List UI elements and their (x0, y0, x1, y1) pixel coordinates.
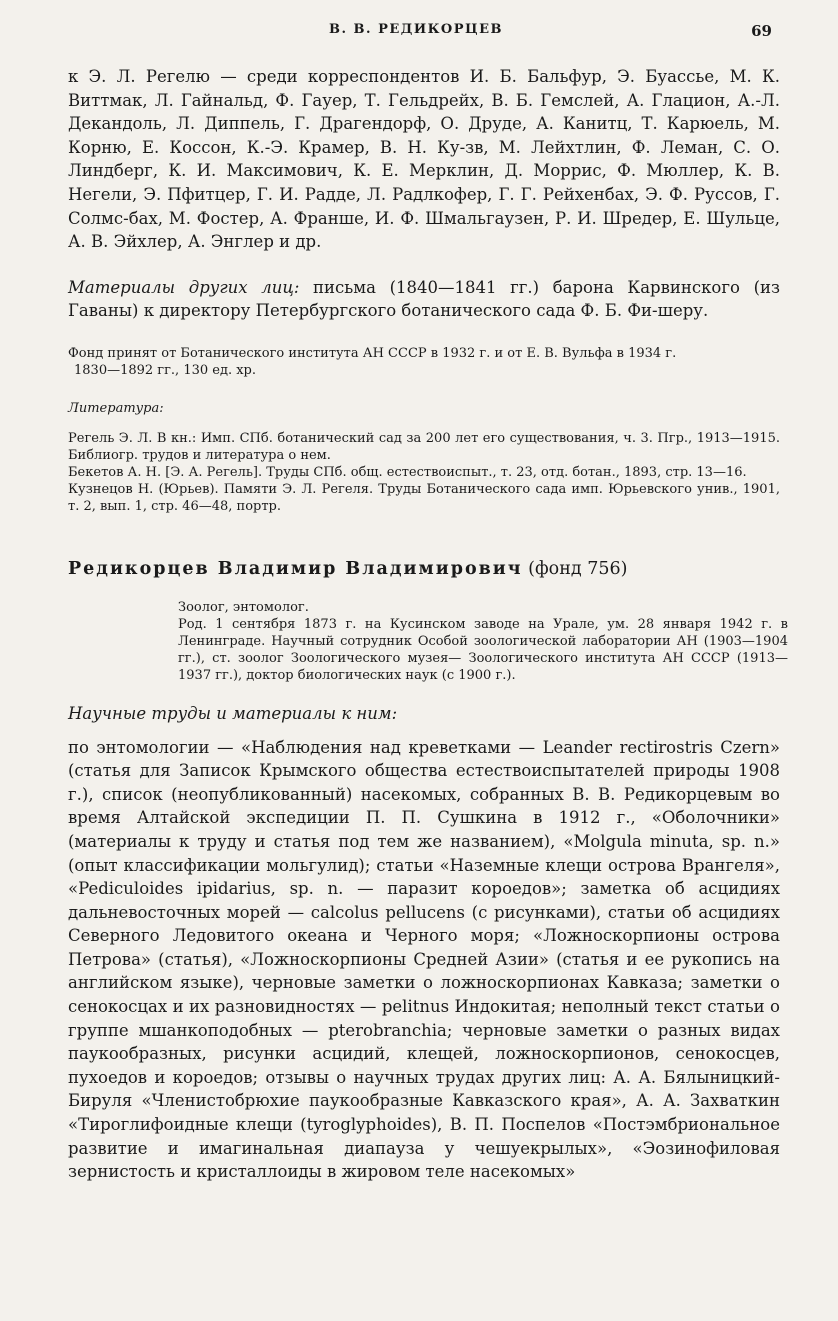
literature-item: Бекетов А. Н. [Э. А. Регель]. Труды СПб. общ. естествоиспыт., т. 23, отд. ботан., 1893, стр. 13—16. (68, 464, 747, 480)
works-paragraph: по энтомологии — «Наблюдения над креветками — Leander rectirostris Czern» (статья для Записок Крымского общества естествоиспытателей природы 1908 г.), список (неопубликованный) насекомых, собранных В. В. Редикорцевым во время Алтайской экспедиции П. П. Сушкина в 1912 г., «Оболочники» (материалы к труду и статья под тем же названием), «Molgula minuta, sp. n.» (опыт классификации мольгулид); статьи «Наземные клещи острова Врангеля», «Pediculoides ipidarius, sp. n. — паразит короедов»; заметка об асцидиях дальневосточных морей — calcolus pellucens (с рисунками), статьи об асцидиях Северного Ледовитого океана и Черного моря; «Ложноскорпионы острова Петрова» (статья), «Ложноскорпионы Средней Азии» (статья и ее рукопись на английском языке), черновые заметки о ложноскорпионах Кавказа; заметки о сенокосцах и их разновидностях — pelitnus Индокитая; неполный текст статьи о группе мшанкоподобных — pterobranchia; черновые заметки о разных видах паукообразных, рисунки асцидий, клещей, ложноскорпионов, сенокосцев, пухоедов и короедов; отзывы о научных трудах других лиц: А. А. Бялыницкий-Бируля «Членистобрюхие паукообразные Кавказского края», А. А. Захваткин «Тироглифоидные клещи (tyroglyphoides), В. П. Поспелов «Постэмбриональное развитие и имагинальная диапауза у чешуекрылых», «Эозинофиловая зернистость и кристаллоиды в жировом теле насекомых» (68, 737, 780, 1182)
page-number: 69 (751, 22, 772, 40)
person-name: Редикорцев Владимир Владимирович (68, 558, 523, 579)
correspondents-paragraph: к Э. Л. Регелю — среди корреспондентов И. Б. Бальфур, Э. Буассье, М. К. Виттмак, Л. Гайнальд, Ф. Гауер, Т. Гельдрейх, В. Б. Гемслей, А. Глацион, А.-Л. Декандоль, Л. Диппель, Г. Драгендорф, О. Друде, А. Канитц, Т. Карюель, М. Корню, Е. Коссон, К.-Э. Крамер, В. Н. Ку-зв, М. Лейхтлин, Ф. Леман, С. О. Линдберг, К. И. Максимович, К. Е. Мерклин, Д. Моррис, Ф. Мюллер, К. В. Негели, Э. Пфитцер, Г. И. Радде, Л. Радлкофер, Г. Г. Рейхенбах, Э. Ф. Руссов, Г. Солмс-бах, М. Фостер, А. Франше, И. Ф. Шмальгаузен, Р. И. Шредер, Е. Шульце, А. В. Эйхлер, А. Энглер и др. (68, 67, 780, 252)
literature-item: Регель Э. Л. В кн.: Имп. СПб. ботанический сад за 200 лет его существования, ч. 3. Пгр., 1913—1915. Библиогр. трудов и литература о нем. (68, 430, 780, 463)
other-materials-label: Материалы других лиц: (68, 277, 300, 297)
biography: Род. 1 сентября 1873 г. на Кусинском заводе на Урале, ум. 28 января 1942 г. в Ленинграде. Научный сотрудник Особой зоологической лаборатории АН (1903—1904 гг.), ст. зоолог Зоологического музея— Зоологического института АН СССР (1913—1937 гг.), доктор биологических наук (с 1900 г.). (178, 616, 788, 683)
page-header (60, 22, 772, 44)
other-materials-paragraph (68, 276, 780, 323)
profession: Зоолог, энтомолог. (178, 599, 309, 615)
running-head: В. В. РЕДИКОРЦЕВ (329, 22, 503, 37)
works-label: Научные труды и материалы к ним: (68, 703, 398, 723)
other-materials-text: письма (1840—1841 гг.) барона Карвинского (из Гаваны) к директору Петербургского ботанического сада Ф. Б. Фи-шеру. (68, 277, 781, 321)
literature-label: Литература: (68, 400, 164, 416)
page-body (68, 65, 788, 1184)
bio-block (178, 599, 788, 684)
fond-range-note: 1830—1892 гг., 130 ед. хр. (74, 362, 257, 378)
fond-accepted-note: Фонд принят от Ботанического института АН СССР в 1932 г. и от Е. В. Вульфа в 1934 г. (68, 345, 677, 361)
literature-item: Кузнецов Н. (Юрьев). Памяти Э. Л. Регеля. Труды Ботанического сада имп. Юрьевского унив., 1901, т. 2, вып. 1, стр. 46—48, портр. (68, 481, 780, 514)
section-heading (68, 557, 780, 581)
fond-number: (фонд 756) (522, 558, 628, 579)
